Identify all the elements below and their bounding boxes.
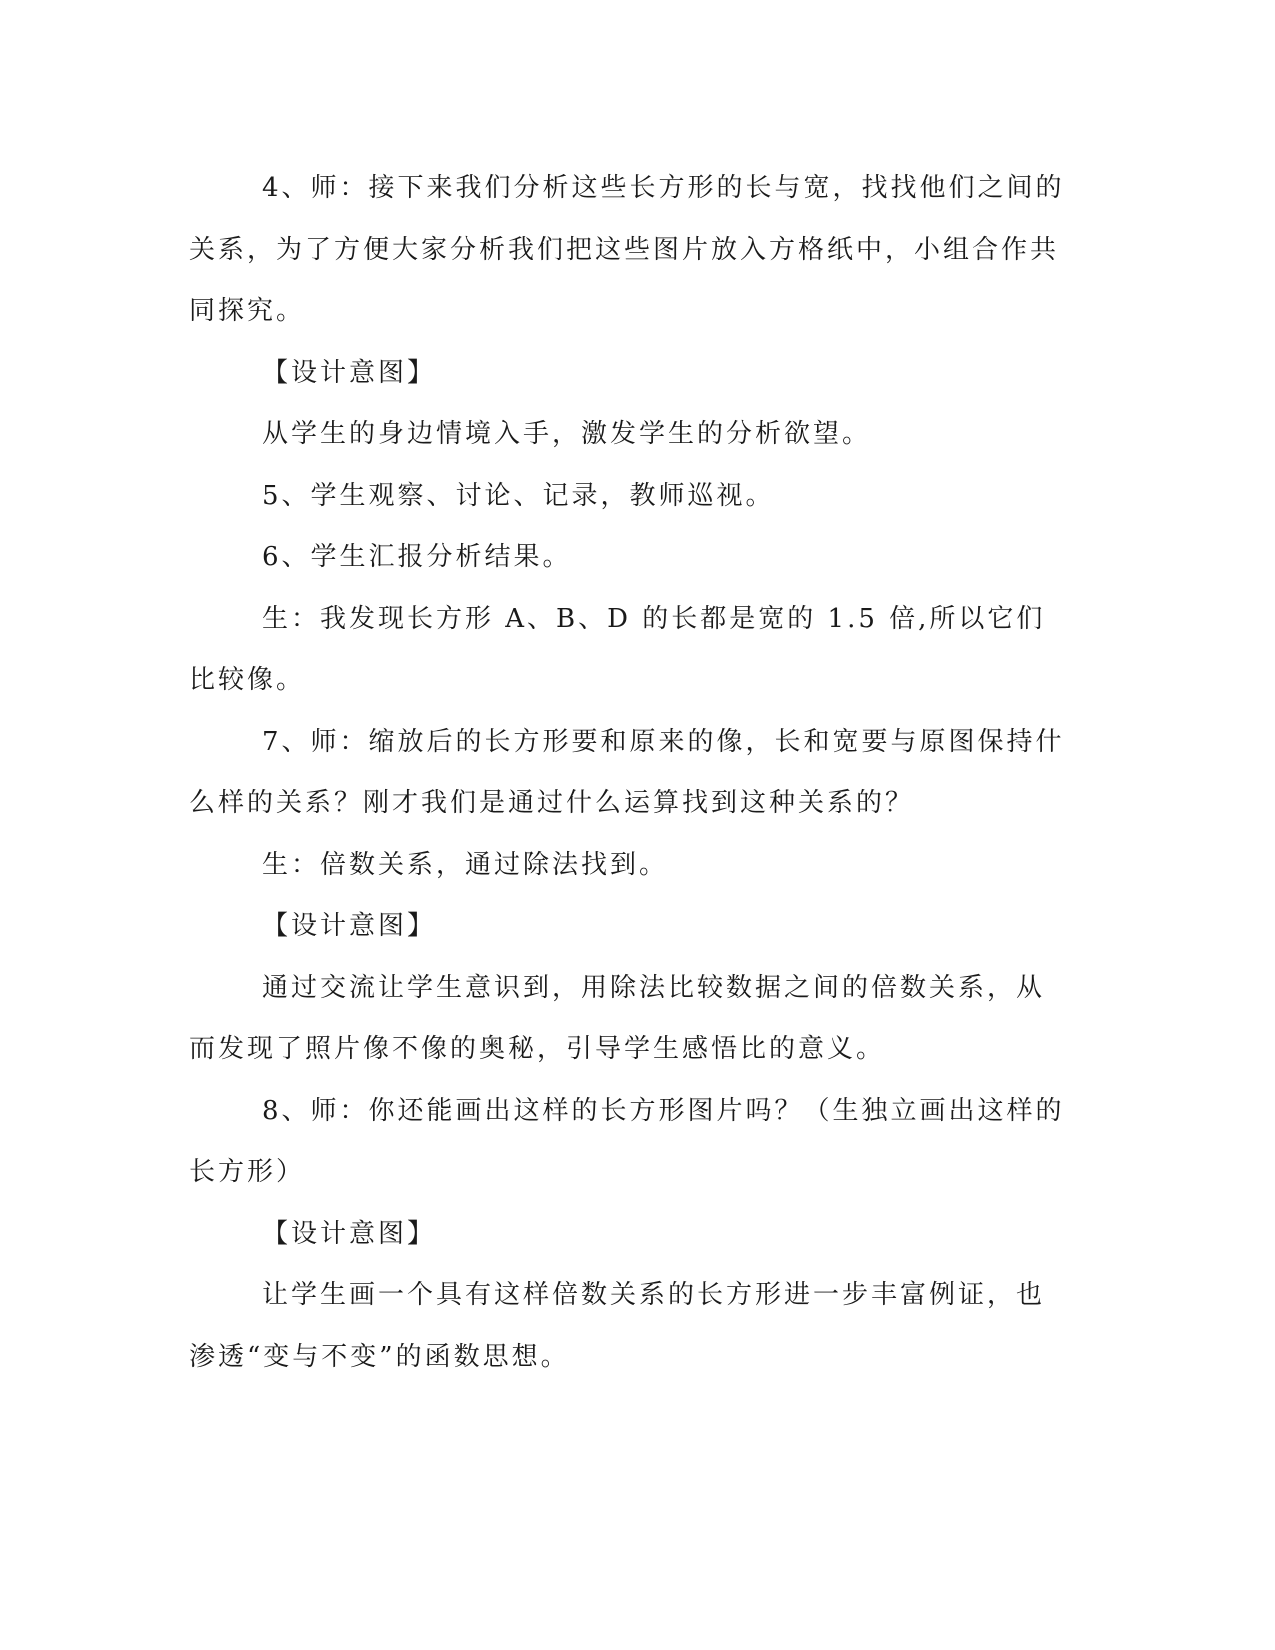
paragraph-design-intent-3: 让学生画一个具有这样倍数关系的长方形进一步丰富例证，也渗透“变与不变”的函数思想。 — [189, 1280, 1046, 1372]
design-intent-heading: 【设计意图】 — [262, 1218, 437, 1249]
paragraph-student-answer-1: 生：我发现长方形 A、B、D 的长都是宽的 1.5 倍,所以它们比较像。 — [189, 603, 1046, 695]
paragraph-step-6: 6、学生汇报分析结果。 — [262, 542, 572, 572]
paragraph-step-8: 8、师：你还能画出这样的长方形图片吗？（生独立画出这样的长方形） — [189, 1095, 1065, 1187]
design-intent-heading: 【设计意图】 — [262, 911, 437, 941]
design-intent-heading: 【设计意图】 — [262, 357, 437, 388]
paragraph-student-answer-2: 生：倍数关系，通过除法找到。 — [262, 849, 669, 880]
document-body — [189, 158, 1069, 1388]
paragraph-design-intent-2: 通过交流让学生意识到，用除法比较数据之间的倍数关系，从而发现了照片像不像的奥秘，引导学生感悟比的意义。 — [189, 972, 1046, 1064]
paragraph-step-5: 5、学生观察、讨论、记录，教师巡视。 — [262, 480, 775, 511]
paragraph-design-intent-1: 从学生的身边情境入手，激发学生的分析欲望。 — [262, 419, 872, 449]
paragraph-step-4: 4、师：接下来我们分析这些长方形的长与宽，找找他们之间的关系，为了方便大家分析我们把这些图片放入方格纸中，小组合作共同探究。 — [189, 173, 1065, 326]
paragraph-step-7: 7、师：缩放后的长方形要和原来的像，长和宽要与原图保持什么样的关系？刚才我们是通过什么运算找到这种关系的？ — [189, 726, 1065, 818]
